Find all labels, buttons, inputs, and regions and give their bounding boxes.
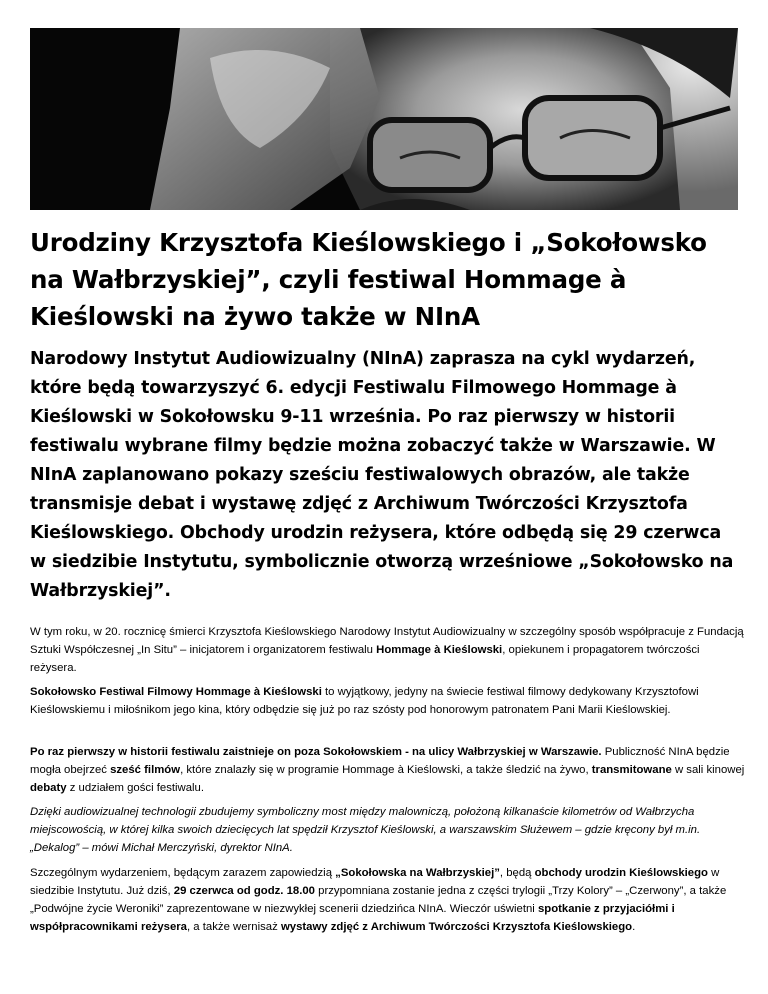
paragraph-3-text: w sali kinowej <box>671 764 745 776</box>
paragraph-5-text: przypomniana zostanie jedna z części trylogii „Trzy Kolory” – „Czerwony”, a także „Podwójne życie Weroniki” zaprezentowane w niezwykłej scenerii dziedzińca NInA. Wieczór uświetni <box>30 885 727 915</box>
paragraph-5-bold: 29 czerwca od godz. 18.00 <box>173 885 315 897</box>
paragraph-5-text: . <box>632 921 636 933</box>
paragraph-2 <box>30 683 745 719</box>
paragraph-5-text: Szczególnym wydarzeniem, będącym zarazem zapowiedzią <box>30 867 336 879</box>
paragraph-5-bold: wystawy zdjęć z Archiwum Twórczości Krzysztofa Kieślowskiego <box>280 921 633 933</box>
portrait-photo <box>30 28 738 210</box>
paragraph-5-bold: obchody urodzin Kieślowskiego <box>534 867 708 879</box>
paragraph-1 <box>30 623 745 677</box>
paragraph-3-text: z udziałem gości festiwalu. <box>66 782 205 794</box>
paragraph-1-bold: Hommage à Kieślowski <box>376 644 503 656</box>
paragraph-2-text: to wyjątkowy, jedyny na świecie festiwal filmowy dedykowany Krzysztofowi Kieślowskiemu i miłośnikom jego kina, który odbędzie się już po raz szósty pod honorowym patronatem Pani Marii Kieślowskiej. <box>30 686 699 716</box>
paragraph-5 <box>30 864 745 936</box>
paragraph-3-bold: debaty <box>30 782 67 794</box>
paragraph-3-bold: sześć filmów <box>110 764 181 776</box>
paragraph-1-text: W tym roku, w 20. rocznicę śmierci Krzysztofa Kieślowskiego Narodowy Instytut Audiowizualny w szczególny sposób współpracuje z Fundacją Sztuki Współczesnej „In Situ” – inicjatorem i organizatorem festiwalu <box>30 626 744 656</box>
paragraph-3-text: , które znalazły się w programie Hommage à Kieślowski, a także śledzić na żywo, <box>180 764 592 776</box>
paragraph-5-bold: „Sokołowska na Wałbrzyskiej” <box>335 867 500 879</box>
paragraph-3-bold: Po raz pierwszy w historii festiwalu zaistnieje on poza Sokołowskiem - na ulicy Wałbrzyskiej w Warszawie. <box>30 746 602 758</box>
paragraph-3 <box>30 743 745 797</box>
paragraph-3-text: Publiczność NInA będzie mogła obejrzeć <box>30 746 730 776</box>
portrait-photo-image <box>30 28 738 210</box>
paragraph-1-text: , opiekunem i propagatorem twórczości reżysera. <box>30 644 700 674</box>
paragraph-2-bold: Sokołowsko Festiwal Filmowy Hommage à Kieślowski <box>30 686 322 698</box>
paragraph-5-text: , a także wernisaż <box>187 921 281 933</box>
paragraph-3-bold: transmitowane <box>591 764 672 776</box>
paragraph-5-text: w siedzibie Instytutu. Już dziś, <box>30 867 720 897</box>
paragraph-4-quote: Dzięki audiowizualnej technologii zbudujemy symboliczny most między malowniczą, położoną kilkanaście kilometrów od Wałbrzycha miejscowością, w której kilka swoich dziecięcych lat spędził Krzysztof Kieślowski, a warszawskim Służewem – gdzie kręcony był m.in. „Dekalog” – mówi Michał Merczyński, dyrektor NInA. <box>30 806 701 854</box>
article-lead: Narodowy Instytut Audiowizualny (NInA) zaprasza na cykl wydarzeń, które będą towarzyszyć 6. edycji Festiwalu Filmowego Hommage à Kieślowski w Sokołowsku 9-11 września. Po raz pierwszy w historii festiwalu wybrane filmy będzie można zobaczyć także w Warszawie. W NInA zaplanowano pokazy sześciu festiwalowych obrazów, ale także transmisje debat i wystawę zdjęć z Archiwum Twórczości Krzysztofa Kieślowskiego. Obchody urodzin reżysera, które odbędą się 29 czerwca w siedzibie Instytutu, symbolicznie otworzą wrześniowe „Sokołowsko na Wałbrzyskiej”. <box>30 349 734 601</box>
article-title: Urodziny Krzysztofa Kieślowskiego i „Sokołowsko na Wałbrzyskiej”, czyli festiwal Hommage à Kieślowski na żywo także w NInA <box>30 228 707 331</box>
paragraph-5-text: , będą <box>499 867 535 879</box>
paragraph-5-bold: spotkanie z przyjaciółmi i współpracownikami reżysera <box>30 903 675 933</box>
